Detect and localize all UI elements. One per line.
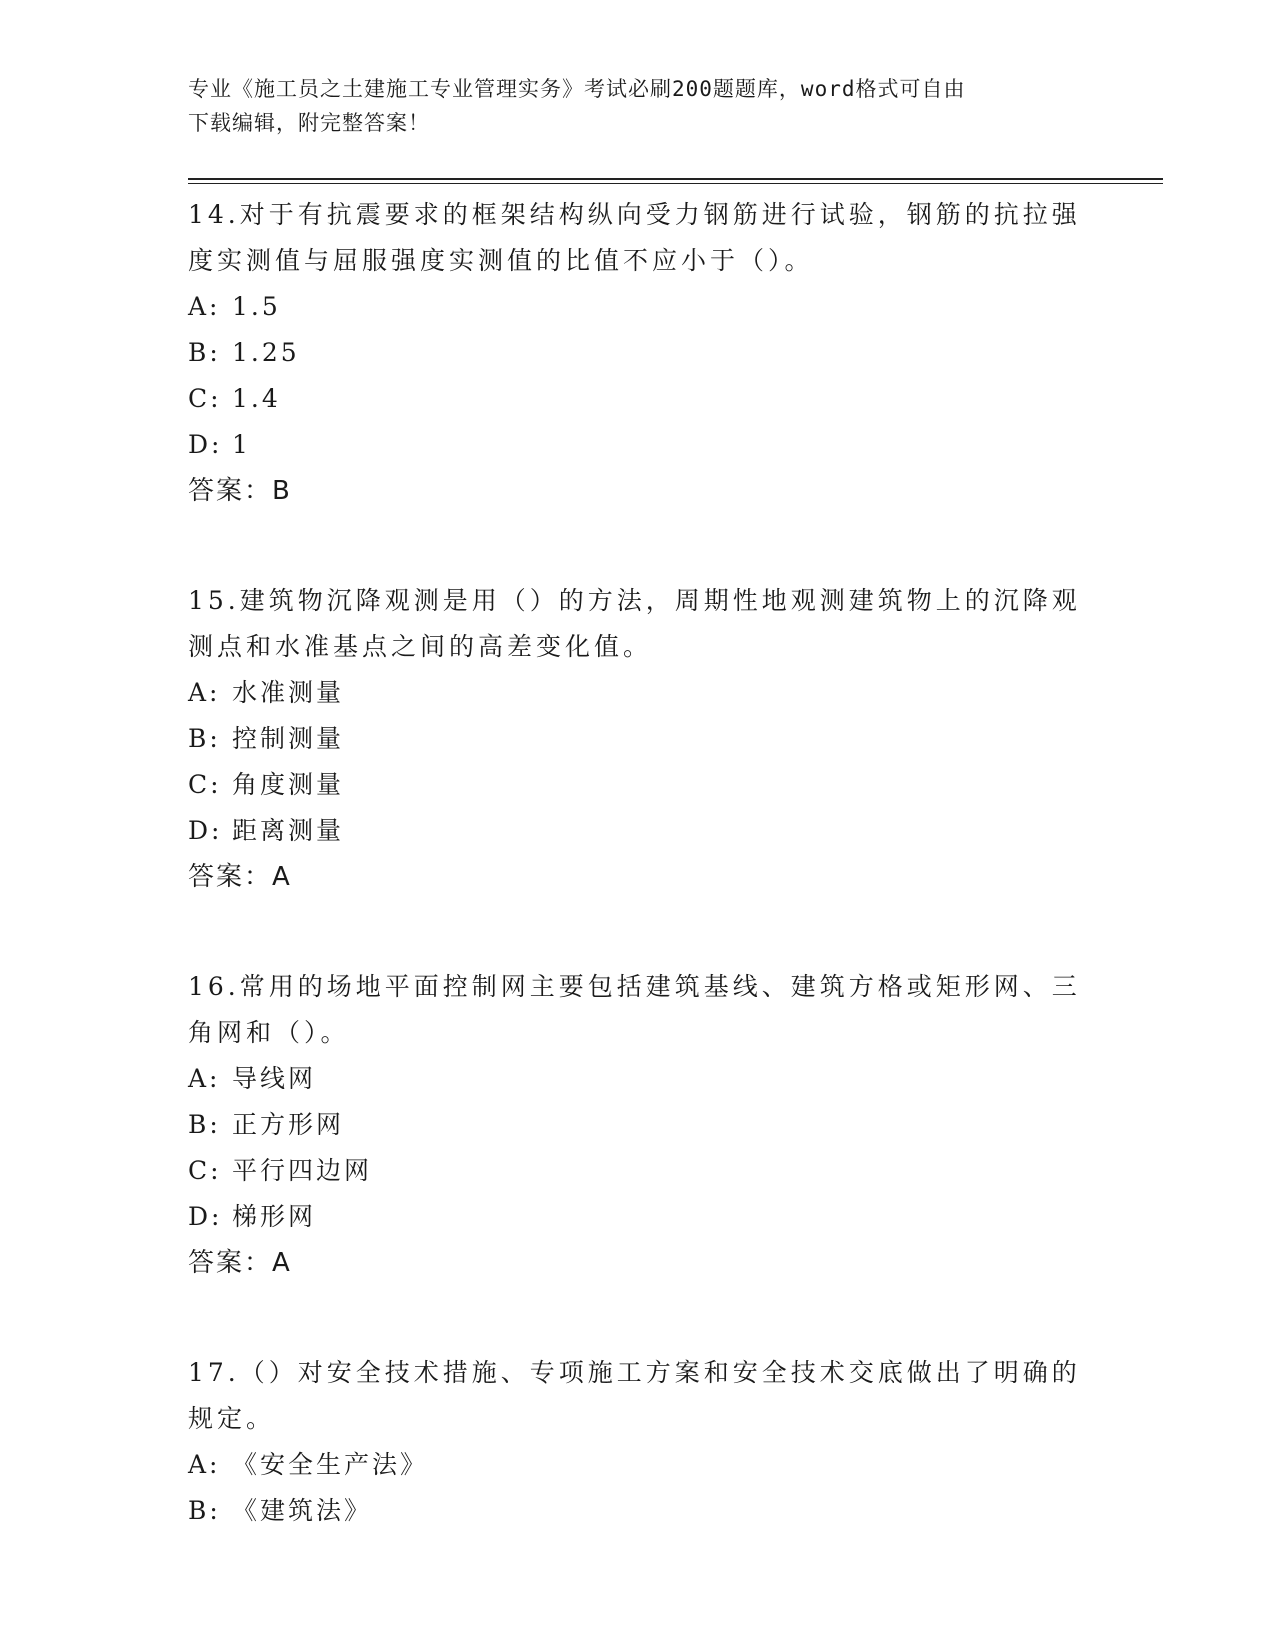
question-15 — [188, 578, 1088, 900]
option-key: A: — [188, 1450, 221, 1479]
option-b — [188, 1102, 1088, 1148]
option-b — [188, 330, 1088, 376]
question-stem-line: 14.对于有抗震要求的框架结构纵向受力钢筋进行试验，钢筋的抗拉强 — [188, 200, 1081, 229]
option-key: C: — [188, 770, 222, 799]
question-16 — [188, 964, 1088, 1286]
option-text: 1.5 — [232, 292, 281, 321]
option-text: 正方形网 — [232, 1110, 345, 1139]
question-stem-line: 规定。 — [188, 1404, 276, 1433]
option-key: B: — [188, 1110, 221, 1139]
option-key: C: — [188, 384, 222, 413]
option-text: 《安全生产法》 — [232, 1450, 429, 1479]
answer-line: 答案：A — [188, 1248, 292, 1278]
option-key: C: — [188, 1156, 222, 1185]
option-a — [188, 1442, 1088, 1488]
option-text: 1.4 — [232, 384, 281, 413]
header-divider-thick — [188, 178, 1163, 180]
option-a — [188, 670, 1088, 716]
question-14 — [188, 192, 1088, 514]
question-spacer — [188, 514, 1088, 578]
option-key: A: — [188, 1064, 221, 1093]
question-stem-line: 15.建筑物沉降观测是用（）的方法，周期性地观测建筑物上的沉降观 — [188, 586, 1081, 615]
option-text: 角度测量 — [232, 770, 345, 799]
answer-line: 答案：A — [188, 862, 292, 892]
option-text: 水准测量 — [232, 678, 345, 707]
header-line-2: 下载编辑，附完整答案！ — [188, 111, 430, 135]
option-c — [188, 376, 1088, 422]
question-17 — [188, 1350, 1088, 1534]
option-text: 1.25 — [232, 338, 300, 367]
option-a — [188, 284, 1088, 330]
option-text: 导线网 — [232, 1064, 317, 1093]
question-stem-line: 度实测值与屈服强度实测值的比值不应小于（）。 — [188, 246, 814, 275]
option-d — [188, 808, 1088, 854]
option-c — [188, 762, 1088, 808]
question-stem-line: 角网和（）。 — [188, 1018, 350, 1047]
header-line-1: 专业《施工员之土建施工专业管理实务》考试必刷200题题库，word格式可自由 — [188, 77, 966, 101]
answer-line: 答案：B — [188, 476, 292, 506]
question-spacer — [188, 1286, 1088, 1350]
question-stem-line: 测点和水准基点之间的高差变化值。 — [188, 632, 653, 661]
option-key: D: — [188, 1202, 223, 1231]
option-key: B: — [188, 1496, 221, 1525]
option-key: A: — [188, 678, 221, 707]
option-text: 《建筑法》 — [232, 1496, 373, 1525]
option-key: B: — [188, 724, 221, 753]
option-key: D: — [188, 816, 223, 845]
question-stem-line: 16.常用的场地平面控制网主要包括建筑基线、建筑方格或矩形网、三 — [188, 972, 1081, 1001]
question-list — [188, 192, 1088, 1534]
option-d — [188, 422, 1088, 468]
option-key: D: — [188, 430, 223, 459]
document-header — [188, 72, 1088, 140]
question-stem-line: 17.（）对安全技术措施、专项施工方案和安全技术交底做出了明确的 — [188, 1358, 1081, 1387]
option-text: 控制测量 — [232, 724, 345, 753]
question-spacer — [188, 900, 1088, 964]
option-b — [188, 716, 1088, 762]
option-a — [188, 1056, 1088, 1102]
option-text: 平行四边网 — [232, 1156, 373, 1185]
option-text: 梯形网 — [232, 1202, 317, 1231]
option-text: 1 — [232, 430, 251, 459]
option-text: 距离测量 — [232, 816, 345, 845]
option-d — [188, 1194, 1088, 1240]
option-c — [188, 1148, 1088, 1194]
header-divider-thin — [188, 183, 1163, 184]
option-key: B: — [188, 338, 221, 367]
option-b — [188, 1488, 1088, 1534]
option-key: A: — [188, 292, 221, 321]
